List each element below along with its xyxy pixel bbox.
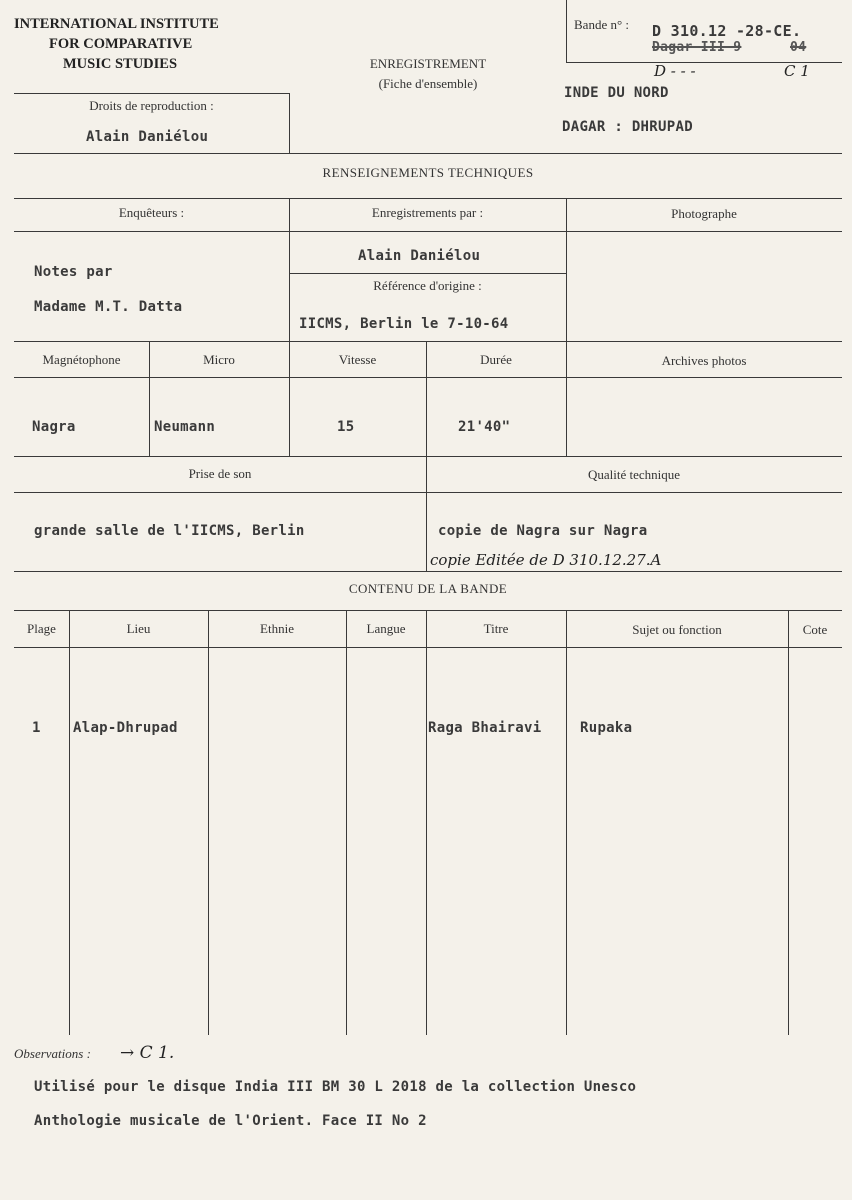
duree-label: Durée xyxy=(480,352,512,367)
technique-title: RENSEIGNEMENTS TECHNIQUES xyxy=(322,165,534,180)
bande-struck-2: 04 xyxy=(790,40,807,55)
institute-line-3: MUSIC STUDIES xyxy=(63,56,178,72)
rule-technique-3 xyxy=(14,341,842,342)
col-sujet: Sujet ou fonction xyxy=(632,622,722,637)
rule-technique-top xyxy=(14,153,842,154)
vline-289-a xyxy=(289,198,290,341)
region: INDE DU NORD xyxy=(564,85,669,101)
vline-346 xyxy=(346,610,347,1035)
bande-number: D 310.12 -28-CE. xyxy=(652,22,802,40)
col-langue: Langue xyxy=(366,621,406,636)
genre: DAGAR : DHRUPAD xyxy=(562,119,693,135)
enregistre-par-value: Alain Daniélou xyxy=(358,248,481,264)
institute-line-2: FOR COMPARATIVE xyxy=(49,36,193,52)
prise-value: grande salle de l'IICMS, Berlin xyxy=(34,523,305,539)
col-plage: Plage xyxy=(27,621,56,636)
form-title: ENREGISTREMENT xyxy=(369,56,487,71)
rule-contenu-2 xyxy=(14,647,842,648)
notes-line-2: Madame M.T. Datta xyxy=(34,299,183,315)
rule-contenu-top xyxy=(14,571,842,572)
bande-box-left xyxy=(566,0,567,62)
institute-line-1: INTERNATIONAL INSTITUTE xyxy=(14,16,219,32)
vline-566-a xyxy=(566,198,567,341)
archives-label: Archives photos xyxy=(661,353,747,368)
col-lieu: Lieu xyxy=(126,621,151,636)
row-lieu: Alap-Dhrupad xyxy=(73,720,178,736)
observations-label: Observations : xyxy=(14,1046,91,1061)
prise-label: Prise de son xyxy=(188,466,252,481)
reference-label: Référence d'origine : xyxy=(373,278,482,293)
bande-struck-1: Dagar-III-9 xyxy=(652,40,742,55)
vline-289-b xyxy=(289,341,290,456)
rule-technique-2 xyxy=(14,231,842,232)
vitesse-label: Vitesse xyxy=(338,352,377,367)
form-subtitle: (Fiche d'ensemble) xyxy=(378,76,478,91)
rule-enreg-sub xyxy=(289,273,566,274)
row-plage: 1 xyxy=(32,720,41,736)
bande-hand-d: D - - - xyxy=(654,62,696,80)
row-sujet: Rupaka xyxy=(580,720,633,736)
col-titre: Titre xyxy=(483,621,509,636)
vline-426-b xyxy=(426,456,427,571)
vline-426-c xyxy=(426,610,427,1035)
qualite-value: copie de Nagra sur Nagra xyxy=(438,523,648,539)
droits-value: Alain Daniélou xyxy=(86,129,209,145)
notes-line-1: Notes par xyxy=(34,264,113,280)
institute-name xyxy=(14,14,219,74)
rule-technique-5 xyxy=(14,456,842,457)
vline-426-a xyxy=(426,341,427,456)
vline-788 xyxy=(788,610,789,1035)
vline-566-b xyxy=(566,341,567,456)
col-ethnie: Ethnie xyxy=(260,621,294,636)
droits-box-right xyxy=(289,93,290,153)
bande-hand-c1: C 1 xyxy=(784,62,810,80)
droits-label: Droits de reproduction : xyxy=(89,98,214,113)
vline-208 xyxy=(208,610,209,1035)
vline-149 xyxy=(149,341,150,456)
observations-line-1: Utilisé pour le disque India III BM 30 L 2018 de la collection Unesco xyxy=(34,1079,637,1095)
col-cote: Cote xyxy=(802,622,828,637)
bande-label: Bande n° : xyxy=(574,17,630,32)
droits-box-top xyxy=(14,93,289,94)
row-titre: Raga Bhairavi xyxy=(428,720,542,736)
photographe-label: Photographe xyxy=(671,206,737,221)
duree-value: 21'40" xyxy=(458,419,511,435)
enqueteurs-label: Enquêteurs : xyxy=(118,205,185,220)
magnetophone-value: Nagra xyxy=(32,419,76,435)
observations-line-2: Anthologie musicale de l'Orient. Face II No 2 xyxy=(34,1113,427,1129)
rule-technique-4 xyxy=(14,377,842,378)
micro-value: Neumann xyxy=(154,419,216,435)
qualite-label: Qualité technique xyxy=(587,467,681,482)
observations-hand: → C 1. xyxy=(120,1043,175,1063)
reference-value: IICMS, Berlin le 7-10-64 xyxy=(299,316,509,332)
rule-contenu-1 xyxy=(14,610,842,611)
qualite-handwritten: copie Editée de D 310.12.27.A xyxy=(430,551,662,569)
contenu-title: CONTENU DE LA BANDE xyxy=(348,581,508,596)
vline-566-c xyxy=(566,610,567,1035)
rule-technique-1 xyxy=(14,198,842,199)
micro-label: Micro xyxy=(203,352,235,367)
rule-technique-6 xyxy=(14,492,842,493)
vitesse-value: 15 xyxy=(337,419,355,435)
vline-69 xyxy=(69,610,70,1035)
magnetophone-label: Magnétophone xyxy=(42,352,121,367)
enregistrements-label: Enregistrements par : xyxy=(371,205,484,220)
